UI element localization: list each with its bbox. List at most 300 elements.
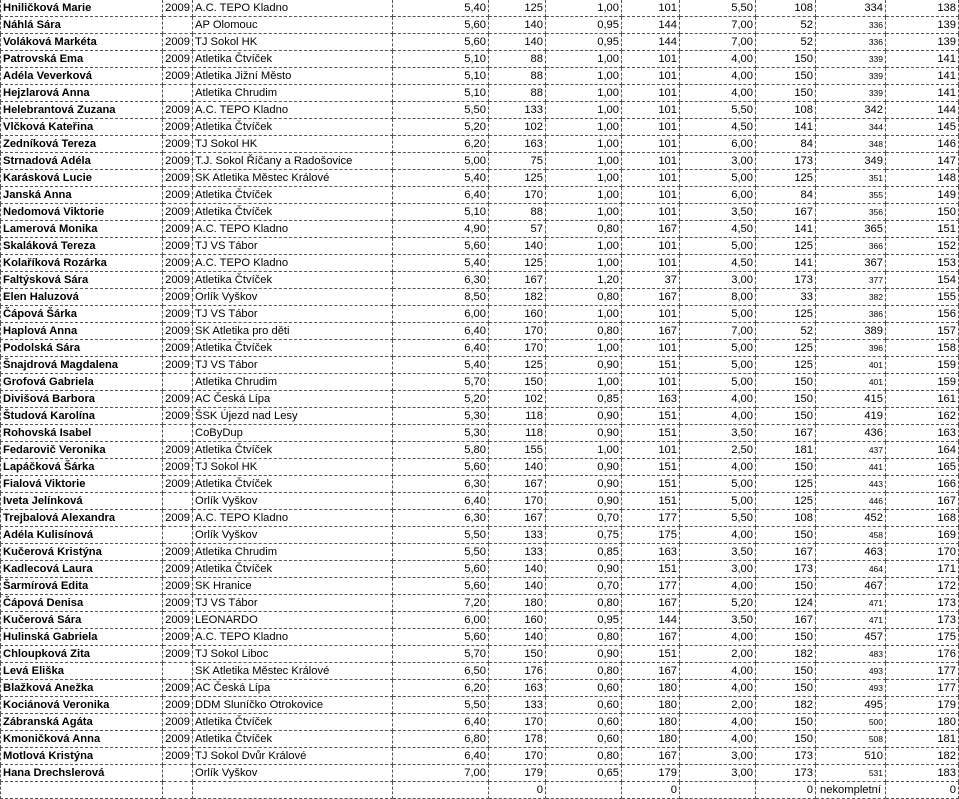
- points-3-cell: 84: [756, 136, 816, 153]
- birth-year-cell: 2009: [163, 646, 193, 663]
- result-1-cell: 5,70: [393, 374, 489, 391]
- result-3-cell: 2,00: [680, 697, 756, 714]
- result-1-cell: 6,40: [393, 323, 489, 340]
- birth-year-cell: 2009: [163, 459, 193, 476]
- points-1-cell: 133: [489, 544, 546, 561]
- points-3-cell: 108: [756, 0, 816, 17]
- result-3-cell: 4,00: [680, 408, 756, 425]
- athlete-name-cell: Kociánová Veronika: [1, 697, 163, 714]
- rank-cell: 152: [886, 238, 959, 255]
- total-points-cell: 356: [816, 204, 886, 221]
- result-2-cell: 0,95: [546, 34, 622, 51]
- result-3-cell: 4,00: [680, 68, 756, 85]
- club-cell: Atletika Jižní Město: [193, 68, 393, 85]
- points-1-cell: 133: [489, 527, 546, 544]
- total-points-cell: 467: [816, 578, 886, 595]
- total-points-cell: 510: [816, 748, 886, 765]
- points-3-cell: 125: [756, 476, 816, 493]
- result-2-cell: 1,00: [546, 0, 622, 17]
- rank-cell: 177: [886, 680, 959, 697]
- table-row: [1, 204, 959, 221]
- birth-year-cell: 2009: [163, 595, 193, 612]
- club-cell: A.C. TEPO Kladno: [193, 510, 393, 527]
- result-1-cell: 8,50: [393, 289, 489, 306]
- result-1-cell: 5,30: [393, 408, 489, 425]
- result-1-cell: 6,30: [393, 272, 489, 289]
- points-1-cell: 125: [489, 255, 546, 272]
- total-points-cell: 396: [816, 340, 886, 357]
- result-3-cell: 4,00: [680, 85, 756, 102]
- result-2-cell: 0,75: [546, 527, 622, 544]
- points-1-cell: 102: [489, 391, 546, 408]
- points-3-cell: 52: [756, 17, 816, 34]
- rank-cell: 173: [886, 612, 959, 629]
- result-2-cell: 0,80: [546, 748, 622, 765]
- points-1-cell: 150: [489, 374, 546, 391]
- result-1-cell: 5,20: [393, 119, 489, 136]
- club-cell: A.C. TEPO Kladno: [193, 629, 393, 646]
- rank-cell: 159: [886, 357, 959, 374]
- birth-year-cell: [163, 782, 193, 799]
- points-2-cell: 177: [622, 578, 680, 595]
- points-3-cell: 173: [756, 272, 816, 289]
- result-3-cell: 4,50: [680, 119, 756, 136]
- table-row: [1, 527, 959, 544]
- result-2-cell: 0,90: [546, 476, 622, 493]
- result-2-cell: 0,90: [546, 357, 622, 374]
- athlete-name-cell: [1, 782, 163, 799]
- athlete-name-cell: Čápová Denisa: [1, 595, 163, 612]
- club-cell: TJ VS Tábor: [193, 306, 393, 323]
- rank-cell: 156: [886, 306, 959, 323]
- points-2-cell: 101: [622, 51, 680, 68]
- points-3-cell: 0: [756, 782, 816, 799]
- birth-year-cell: 2009: [163, 255, 193, 272]
- points-1-cell: 160: [489, 306, 546, 323]
- points-3-cell: 84: [756, 187, 816, 204]
- athlete-name-cell: Náhlá Sára: [1, 17, 163, 34]
- table-row: [1, 357, 959, 374]
- rank-cell: 145: [886, 119, 959, 136]
- total-points-cell: 531: [816, 765, 886, 782]
- result-2-cell: [546, 782, 622, 799]
- birth-year-cell: 2009: [163, 510, 193, 527]
- birth-year-cell: 2009: [163, 323, 193, 340]
- table-row: [1, 51, 959, 68]
- total-points-cell: 365: [816, 221, 886, 238]
- result-3-cell: 3,50: [680, 612, 756, 629]
- athlete-name-cell: Rohovská Isabel: [1, 425, 163, 442]
- points-2-cell: 163: [622, 391, 680, 408]
- result-3-cell: 5,50: [680, 0, 756, 17]
- points-1-cell: 179: [489, 765, 546, 782]
- club-cell: CoByDup: [193, 425, 393, 442]
- result-1-cell: 5,50: [393, 102, 489, 119]
- result-2-cell: 0,90: [546, 493, 622, 510]
- total-points-cell: 336: [816, 34, 886, 51]
- points-1-cell: 150: [489, 646, 546, 663]
- athlete-name-cell: Nedomová Viktorie: [1, 204, 163, 221]
- points-1-cell: 163: [489, 136, 546, 153]
- points-1-cell: 102: [489, 119, 546, 136]
- points-2-cell: 144: [622, 34, 680, 51]
- result-1-cell: 7,20: [393, 595, 489, 612]
- points-1-cell: 88: [489, 204, 546, 221]
- points-3-cell: 52: [756, 34, 816, 51]
- result-1-cell: 5,00: [393, 153, 489, 170]
- result-3-cell: 4,00: [680, 731, 756, 748]
- points-3-cell: 150: [756, 680, 816, 697]
- rank-cell: 150: [886, 204, 959, 221]
- birth-year-cell: [163, 85, 193, 102]
- points-2-cell: 180: [622, 697, 680, 714]
- table-row: [1, 323, 959, 340]
- total-points-cell: 401: [816, 374, 886, 391]
- result-2-cell: 0,85: [546, 544, 622, 561]
- result-1-cell: 5,40: [393, 0, 489, 17]
- result-1-cell: 6,20: [393, 136, 489, 153]
- result-3-cell: 3,00: [680, 561, 756, 578]
- points-3-cell: 167: [756, 544, 816, 561]
- athlete-name-cell: Karásková Lucie: [1, 170, 163, 187]
- birth-year-cell: 2009: [163, 714, 193, 731]
- result-3-cell: 4,00: [680, 459, 756, 476]
- club-cell: AC Česká Lípa: [193, 391, 393, 408]
- result-1-cell: 5,40: [393, 357, 489, 374]
- points-2-cell: 101: [622, 442, 680, 459]
- club-cell: LEONARDO: [193, 612, 393, 629]
- result-2-cell: 1,00: [546, 306, 622, 323]
- points-3-cell: 141: [756, 221, 816, 238]
- points-2-cell: 101: [622, 85, 680, 102]
- total-points-cell: 415: [816, 391, 886, 408]
- result-1-cell: 6,00: [393, 306, 489, 323]
- points-3-cell: 125: [756, 357, 816, 374]
- result-1-cell: 6,40: [393, 340, 489, 357]
- athlete-name-cell: Kučerová Kristýna: [1, 544, 163, 561]
- points-3-cell: 108: [756, 510, 816, 527]
- result-2-cell: 0,95: [546, 612, 622, 629]
- total-points-cell: 349: [816, 153, 886, 170]
- points-3-cell: 150: [756, 527, 816, 544]
- result-3-cell: 5,00: [680, 476, 756, 493]
- result-3-cell: 3,50: [680, 204, 756, 221]
- points-1-cell: 118: [489, 408, 546, 425]
- result-1-cell: 5,80: [393, 442, 489, 459]
- rank-cell: 146: [886, 136, 959, 153]
- birth-year-cell: 2009: [163, 731, 193, 748]
- points-2-cell: 151: [622, 357, 680, 374]
- total-points-cell: 401: [816, 357, 886, 374]
- result-3-cell: 4,00: [680, 663, 756, 680]
- birth-year-cell: 2009: [163, 136, 193, 153]
- club-cell: TJ Sokol HK: [193, 136, 393, 153]
- points-3-cell: 150: [756, 459, 816, 476]
- club-cell: Atletika Čtvíček: [193, 340, 393, 357]
- club-cell: A.C. TEPO Kladno: [193, 255, 393, 272]
- points-3-cell: 150: [756, 663, 816, 680]
- table-row: [1, 612, 959, 629]
- points-2-cell: 144: [622, 17, 680, 34]
- athlete-name-cell: Hejzlarová Anna: [1, 85, 163, 102]
- result-2-cell: 0,60: [546, 731, 622, 748]
- total-points-cell: 495: [816, 697, 886, 714]
- points-2-cell: 37: [622, 272, 680, 289]
- total-points-cell: 457: [816, 629, 886, 646]
- points-2-cell: 101: [622, 255, 680, 272]
- table-row: [1, 442, 959, 459]
- table-row: [1, 629, 959, 646]
- points-2-cell: 101: [622, 136, 680, 153]
- result-3-cell: 5,50: [680, 102, 756, 119]
- result-3-cell: 5,20: [680, 595, 756, 612]
- points-2-cell: 151: [622, 561, 680, 578]
- result-2-cell: 0,80: [546, 595, 622, 612]
- rank-cell: 147: [886, 153, 959, 170]
- athlete-name-cell: Skaláková Tereza: [1, 238, 163, 255]
- points-3-cell: 125: [756, 238, 816, 255]
- result-2-cell: 0,70: [546, 510, 622, 527]
- table-row: [1, 255, 959, 272]
- table-row: [1, 578, 959, 595]
- points-2-cell: 151: [622, 493, 680, 510]
- points-3-cell: 173: [756, 765, 816, 782]
- table-row: [1, 289, 959, 306]
- result-2-cell: 0,90: [546, 408, 622, 425]
- points-2-cell: 101: [622, 68, 680, 85]
- results-table-body: [1, 0, 959, 799]
- table-row: [1, 306, 959, 323]
- points-1-cell: 118: [489, 425, 546, 442]
- result-1-cell: 6,30: [393, 476, 489, 493]
- club-cell: A.C. TEPO Kladno: [193, 0, 393, 17]
- total-points-cell: 386: [816, 306, 886, 323]
- result-3-cell: 5,00: [680, 306, 756, 323]
- total-points-cell: 355: [816, 187, 886, 204]
- result-2-cell: 1,20: [546, 272, 622, 289]
- rank-cell: 148: [886, 170, 959, 187]
- points-3-cell: 141: [756, 255, 816, 272]
- points-1-cell: 178: [489, 731, 546, 748]
- points-3-cell: 173: [756, 153, 816, 170]
- club-cell: TJ VS Tábor: [193, 238, 393, 255]
- club-cell: Atletika Čtvíček: [193, 476, 393, 493]
- club-cell: A.C. TEPO Kladno: [193, 102, 393, 119]
- points-1-cell: 167: [489, 510, 546, 527]
- birth-year-cell: 2009: [163, 221, 193, 238]
- athlete-name-cell: Faltýsková Sára: [1, 272, 163, 289]
- birth-year-cell: 2009: [163, 340, 193, 357]
- rank-cell: 139: [886, 34, 959, 51]
- points-3-cell: 125: [756, 170, 816, 187]
- result-1-cell: 5,40: [393, 170, 489, 187]
- club-cell: TJ Sokol Liboc: [193, 646, 393, 663]
- athlete-name-cell: Patrovská Ema: [1, 51, 163, 68]
- table-row: [1, 34, 959, 51]
- table-row: [1, 476, 959, 493]
- club-cell: T.J. Sokol Říčany a Radošovice: [193, 153, 393, 170]
- points-1-cell: 170: [489, 493, 546, 510]
- athlete-name-cell: Lamerová Monika: [1, 221, 163, 238]
- birth-year-cell: [163, 17, 193, 34]
- points-2-cell: 101: [622, 0, 680, 17]
- table-row: [1, 680, 959, 697]
- points-2-cell: 101: [622, 306, 680, 323]
- result-3-cell: [680, 782, 756, 799]
- points-1-cell: 170: [489, 340, 546, 357]
- result-3-cell: 3,50: [680, 544, 756, 561]
- rank-cell: 165: [886, 459, 959, 476]
- result-3-cell: 4,50: [680, 255, 756, 272]
- athlete-name-cell: Kadlecová Laura: [1, 561, 163, 578]
- result-2-cell: 0,85: [546, 391, 622, 408]
- result-3-cell: 3,00: [680, 748, 756, 765]
- points-2-cell: 101: [622, 374, 680, 391]
- rank-cell: 172: [886, 578, 959, 595]
- result-1-cell: 5,10: [393, 68, 489, 85]
- athlete-name-cell: Blažková Anežka: [1, 680, 163, 697]
- result-1-cell: 6,40: [393, 187, 489, 204]
- table-row: [1, 646, 959, 663]
- points-1-cell: 88: [489, 51, 546, 68]
- points-2-cell: 180: [622, 714, 680, 731]
- athlete-name-cell: Kmoničková Anna: [1, 731, 163, 748]
- points-2-cell: 167: [622, 323, 680, 340]
- points-2-cell: 151: [622, 646, 680, 663]
- result-2-cell: 0,95: [546, 17, 622, 34]
- points-3-cell: 181: [756, 442, 816, 459]
- birth-year-cell: 2009: [163, 289, 193, 306]
- athlete-name-cell: Podolská Sára: [1, 340, 163, 357]
- athlete-name-cell: Motlová Kristýna: [1, 748, 163, 765]
- points-3-cell: 167: [756, 612, 816, 629]
- result-2-cell: 1,00: [546, 187, 622, 204]
- result-3-cell: 4,00: [680, 629, 756, 646]
- table-row: [1, 170, 959, 187]
- total-points-cell: 344: [816, 119, 886, 136]
- rank-cell: 141: [886, 85, 959, 102]
- points-3-cell: 150: [756, 714, 816, 731]
- total-points-cell: 443: [816, 476, 886, 493]
- result-3-cell: 4,00: [680, 680, 756, 697]
- points-1-cell: 182: [489, 289, 546, 306]
- athlete-name-cell: Hana Drechslerová: [1, 765, 163, 782]
- table-row: [1, 663, 959, 680]
- athlete-name-cell: Divišová Barbora: [1, 391, 163, 408]
- rank-cell: 177: [886, 663, 959, 680]
- points-1-cell: 140: [489, 578, 546, 595]
- points-1-cell: 0: [489, 782, 546, 799]
- athlete-name-cell: Zedníková Tereza: [1, 136, 163, 153]
- table-row: [1, 0, 959, 17]
- points-3-cell: 33: [756, 289, 816, 306]
- total-points-cell: 464: [816, 561, 886, 578]
- result-2-cell: 0,60: [546, 697, 622, 714]
- total-points-cell: 493: [816, 680, 886, 697]
- table-row: [1, 748, 959, 765]
- rank-cell: 168: [886, 510, 959, 527]
- birth-year-cell: 2009: [163, 119, 193, 136]
- points-2-cell: 167: [622, 289, 680, 306]
- result-3-cell: 5,00: [680, 357, 756, 374]
- table-row: [1, 68, 959, 85]
- points-2-cell: 180: [622, 680, 680, 697]
- result-2-cell: 1,00: [546, 51, 622, 68]
- points-1-cell: 140: [489, 34, 546, 51]
- birth-year-cell: 2009: [163, 306, 193, 323]
- table-row: [1, 408, 959, 425]
- table-row: [1, 595, 959, 612]
- table-row: [1, 17, 959, 34]
- rank-cell: 138: [886, 0, 959, 17]
- result-2-cell: 0,90: [546, 646, 622, 663]
- total-points-cell: 471: [816, 595, 886, 612]
- result-3-cell: 8,00: [680, 289, 756, 306]
- total-points-cell: 389: [816, 323, 886, 340]
- points-1-cell: 88: [489, 85, 546, 102]
- rank-cell: 141: [886, 68, 959, 85]
- total-points-cell: 377: [816, 272, 886, 289]
- result-2-cell: 0,80: [546, 663, 622, 680]
- points-1-cell: 167: [489, 476, 546, 493]
- athlete-name-cell: Levá Eliška: [1, 663, 163, 680]
- total-points-cell: 437: [816, 442, 886, 459]
- athlete-name-cell: Zábranská Agáta: [1, 714, 163, 731]
- result-1-cell: [393, 782, 489, 799]
- athlete-name-cell: Hniličková Marie: [1, 0, 163, 17]
- points-3-cell: 124: [756, 595, 816, 612]
- points-2-cell: 144: [622, 612, 680, 629]
- club-cell: Orlík Vyškov: [193, 527, 393, 544]
- points-2-cell: 167: [622, 595, 680, 612]
- total-points-cell: 336: [816, 17, 886, 34]
- total-points-cell: 493: [816, 663, 886, 680]
- club-cell: Atletika Chrudim: [193, 85, 393, 102]
- rank-cell: 170: [886, 544, 959, 561]
- points-2-cell: 101: [622, 170, 680, 187]
- total-points-cell: 452: [816, 510, 886, 527]
- result-1-cell: 5,60: [393, 578, 489, 595]
- points-3-cell: 150: [756, 408, 816, 425]
- points-2-cell: 101: [622, 119, 680, 136]
- result-2-cell: 0,60: [546, 714, 622, 731]
- rank-cell: 179: [886, 697, 959, 714]
- result-2-cell: 0,80: [546, 221, 622, 238]
- result-1-cell: 7,00: [393, 765, 489, 782]
- club-cell: Atletika Čtvíček: [193, 119, 393, 136]
- athlete-name-cell: Vlčková Kateřina: [1, 119, 163, 136]
- table-row: [1, 119, 959, 136]
- points-3-cell: 150: [756, 374, 816, 391]
- result-2-cell: 1,00: [546, 340, 622, 357]
- birth-year-cell: 2009: [163, 629, 193, 646]
- points-1-cell: 180: [489, 595, 546, 612]
- result-3-cell: 2,50: [680, 442, 756, 459]
- points-3-cell: 150: [756, 391, 816, 408]
- rank-cell: 167: [886, 493, 959, 510]
- athlete-name-cell: Šarmírová Edita: [1, 578, 163, 595]
- result-1-cell: 5,10: [393, 204, 489, 221]
- athlete-name-cell: Elen Haluzová: [1, 289, 163, 306]
- rank-cell: 176: [886, 646, 959, 663]
- points-3-cell: 150: [756, 629, 816, 646]
- rank-cell: 153: [886, 255, 959, 272]
- club-cell: Atletika Čtvíček: [193, 731, 393, 748]
- birth-year-cell: 2009: [163, 357, 193, 374]
- points-1-cell: 125: [489, 357, 546, 374]
- table-row: [1, 272, 959, 289]
- result-2-cell: 0,90: [546, 425, 622, 442]
